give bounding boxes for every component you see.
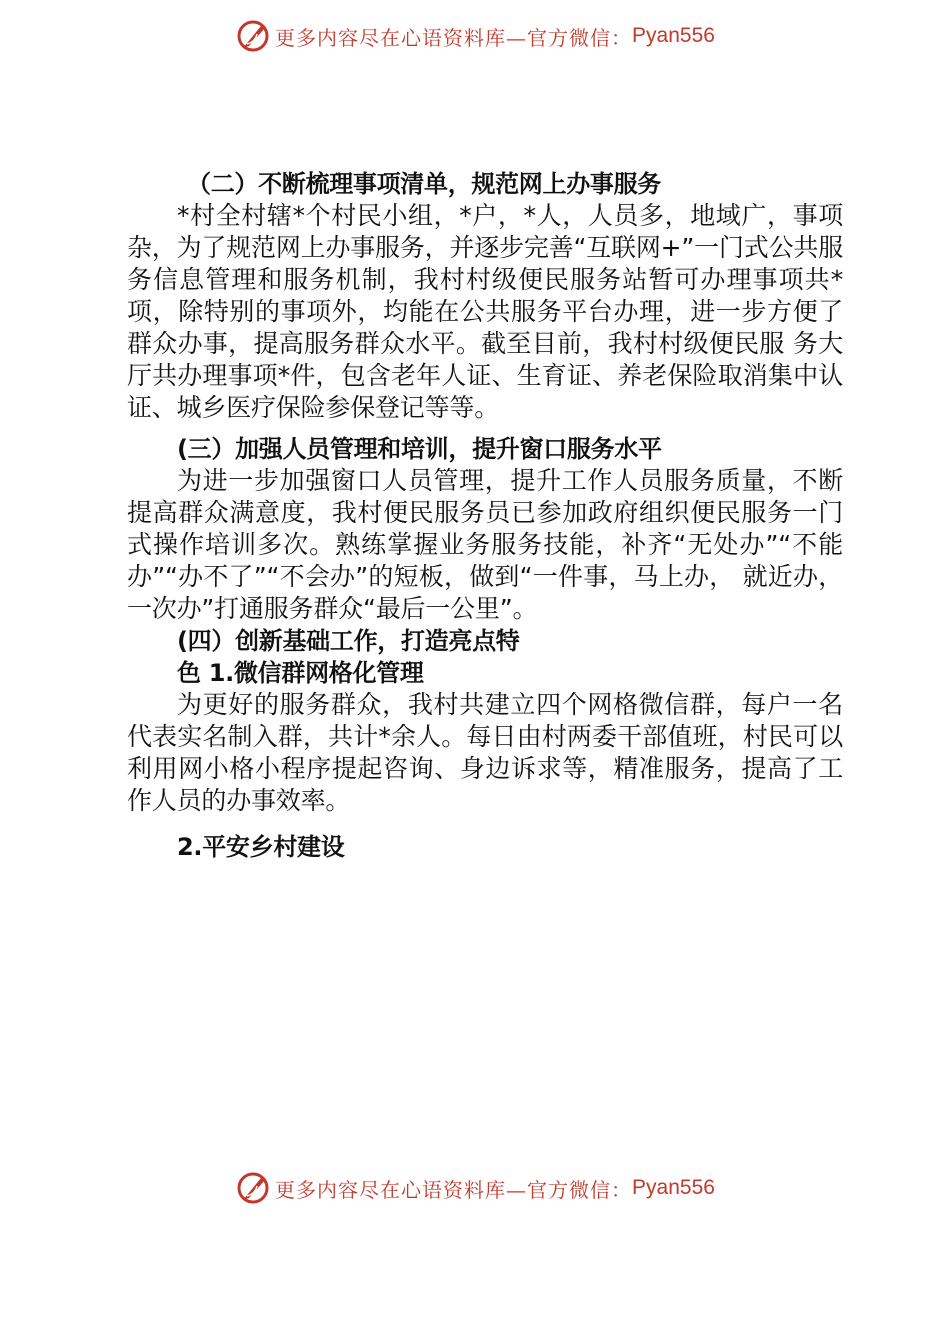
quill-seal-icon <box>235 1170 271 1206</box>
section-4-paragraph: 为更好的服务群众，我村共建立四个网格微信群，每户一名代表实名制入群，共计*余人。每日由村两委干部值班，村民可以利用网小格小程序提起咨询、身边诉求等，精准服务，提高了工作人员的办事效率。 <box>127 690 843 815</box>
footer-watermark-banner <box>0 1168 950 1208</box>
section-4-heading-line1: (四）创新基础工作，打造亮点特 <box>177 627 520 655</box>
header-watermark-banner <box>0 16 950 56</box>
document-body <box>127 168 843 863</box>
footer-banner-text: 更多内容尽在心语资料库—官方微信： <box>275 1177 633 1202</box>
quill-seal-icon <box>235 18 271 54</box>
section-2-paragraph: *村全村辖*个村民小组，*户，*人，人员多，地域广，事项杂，为了规范网上办事服务，并逐步完善“互联网+”一门式公共服务信息管理和服务机制，我村村级便民服务站暂可办理事项共*项，除特别的事项外，均能在公共服务平台办理，进一步方便了群众办事，提高服务群众水平。截至目前，我村村级便民服 务大厅共办理事项*件，包含老年人证、生育证、养老保险取消集中认证、城乡医疗保险参保登记等等。 <box>127 201 843 422</box>
section-4-heading-line2: 色 1.微信群网格化管理 <box>177 659 424 687</box>
section-3-heading: (三）加强人员管理和培训，提升窗口服务水平 <box>177 435 662 463</box>
section-2-heading: （二）不断梳理事项清单，规范网上办事服务 <box>187 170 661 198</box>
section-3-paragraph: 为进一步加强窗口人员管理，提升工作人员服务质量，不断提高群众满意度，我村便民服务员已参加政府组织便民服务一门式操作培训多次。熟练掌握业务服务技能，补齐“无处办”“不能办”“办不了”“不会办”的短板，做到“一件事，马上办， 就近办，一次办”打通服务群众“最后一公里”。 <box>127 466 843 623</box>
header-banner-id: Pyan556 <box>632 24 715 47</box>
section-4-subheading: 2.平安乡村建设 <box>177 833 345 861</box>
header-banner-text: 更多内容尽在心语资料库—官方微信： <box>275 25 633 50</box>
footer-banner-id: Pyan556 <box>632 1176 715 1199</box>
